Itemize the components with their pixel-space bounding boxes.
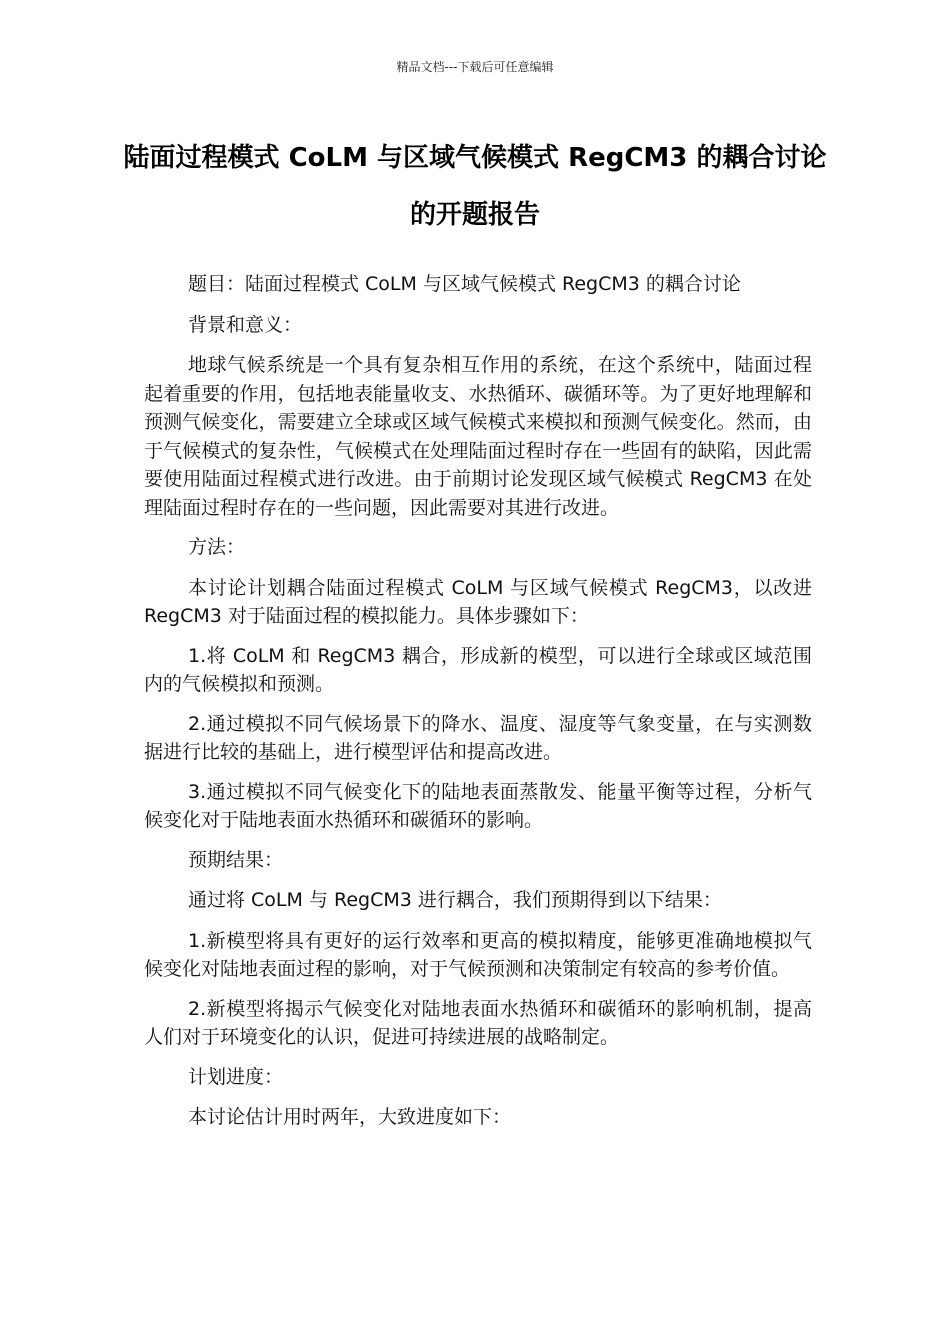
heading-method: 方法：	[188, 536, 246, 558]
paragraph-schedule: 本讨论估计用时两年，大致进度如下：	[188, 1106, 512, 1128]
paragraph-method-intro: 本讨论计划耦合陆面过程模式 CoLM 与区域气候模式 RegCM3，以改进 RegCM3 对于陆面过程的模拟能力。具体步骤如下：	[144, 576, 812, 627]
paragraph-result-2: 2.新模型将揭示气候变化对陆地表面水热循环和碳循环的影响机制，提高人们对于环境变化的认识，促进可持续进展的战略制定。	[144, 997, 812, 1048]
paragraph-background: 地球气候系统是一个具有复杂相互作用的系统，在这个系统中，陆面过程起着重要的作用，包括地表能量收支、水热循环、碳循环等。为了更好地理解和预测气候变化，需要建立全球或区域气候模式来模拟和预测气候变化。然而，由于气候模式的复杂性，气候模式在处理陆面过程时存在一些固有的缺陷，因此需要使用陆面过程模式进行改进。由于前期讨论发现区域气候模式 RegCM3 在处理陆面过程时存在的一些问题，因此需要对其进行改进。	[144, 354, 812, 519]
document-body	[144, 270, 812, 1144]
paragraph-topic: 题目：陆面过程模式 CoLM 与区域气候模式 RegCM3 的耦合讨论	[188, 273, 741, 295]
paragraph-method-step-2: 2.通过模拟不同气候场景下的降水、温度、湿度等气象变量，在与实测数据进行比较的基础上，进行模型评估和提高改进。	[144, 712, 812, 763]
paragraph-results-intro: 通过将 CoLM 与 RegCM3 进行耦合，我们预期得到以下结果：	[188, 889, 722, 911]
heading-schedule: 计划进度：	[188, 1065, 284, 1088]
heading-expected-results: 预期结果：	[188, 848, 284, 871]
paragraph-method-step-3: 3.通过模拟不同气候变化下的陆地表面蒸散发、能量平衡等过程，分析气候变化对于陆地表面水热循环和碳循环的影响。	[144, 780, 812, 831]
paragraph-result-1: 1.新模型将具有更好的运行效率和更高的模拟精度，能够更准确地模拟气候变化对陆地表面过程的影响，对于气候预测和决策制定有较高的参考价值。	[144, 929, 812, 980]
paragraph-method-step-1: 1.将 CoLM 和 RegCM3 耦合，形成新的模型，可以进行全球或区域范围内的气候模拟和预测。	[144, 644, 812, 695]
heading-background: 背景和意义：	[188, 313, 303, 336]
document-title: 陆面过程模式 CoLM 与区域气候模式 RegCM3 的耦合讨论的开题报告	[123, 143, 827, 230]
header-note: 精品文档---下载后可任意编辑	[396, 60, 554, 74]
